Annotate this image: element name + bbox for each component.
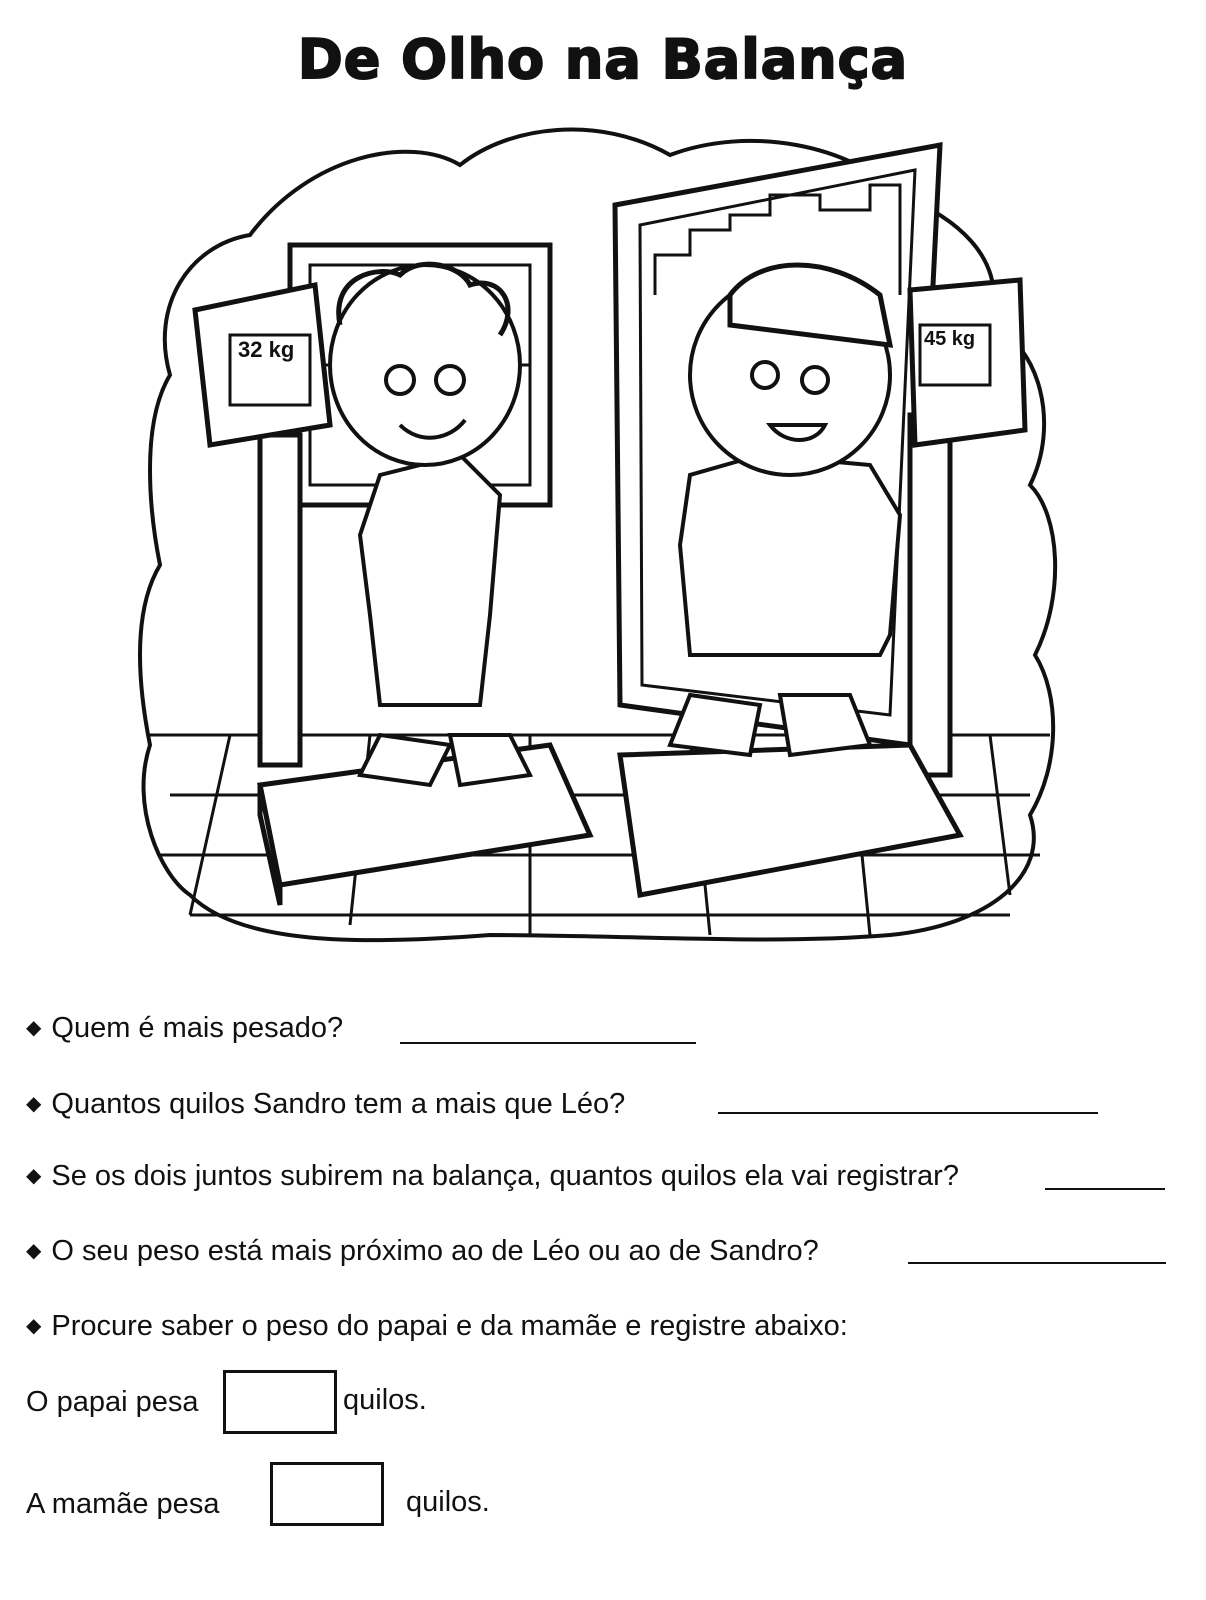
diamond-bullet-icon: ◆ — [26, 1315, 42, 1337]
question-2 — [26, 1088, 625, 1121]
question-4-text: O seu peso está mais próximo ao de Léo ou ao de Sandro? — [51, 1235, 819, 1267]
question-3 — [26, 1160, 959, 1193]
diamond-bullet-icon: ◆ — [26, 1093, 42, 1115]
mamae-suffix: quilos. — [406, 1486, 490, 1518]
question-4 — [26, 1235, 819, 1268]
question-2-text: Quantos quilos Sandro tem a mais que Léo? — [51, 1088, 626, 1120]
left-boy — [330, 264, 530, 785]
right-scale-reading: 45 kg — [924, 328, 976, 350]
answer-line-3[interactable] — [1045, 1188, 1165, 1190]
mamae-weight-box[interactable] — [270, 1462, 384, 1526]
diamond-bullet-icon: ◆ — [26, 1240, 42, 1262]
page-title: De Olho na Balança — [297, 28, 909, 91]
mamae-prefix: A mamãe pesa — [26, 1488, 220, 1520]
diamond-bullet-icon: ◆ — [26, 1017, 42, 1039]
question-1 — [26, 1012, 343, 1045]
answer-line-4[interactable] — [908, 1262, 1166, 1264]
question-3-text: Se os dois juntos subirem na balança, quantos quilos ela vai registrar? — [51, 1160, 959, 1192]
question-1-text: Quem é mais pesado? — [51, 1012, 344, 1044]
left-scale-reading: 32 kg — [238, 337, 295, 362]
answer-line-2[interactable] — [718, 1112, 1098, 1114]
diamond-bullet-icon: ◆ — [26, 1165, 42, 1187]
scales-illustration — [130, 95, 1070, 1015]
papai-suffix: quilos. — [343, 1384, 427, 1416]
question-5 — [26, 1310, 848, 1343]
papai-prefix: O papai pesa — [26, 1386, 199, 1418]
papai-weight-box[interactable] — [223, 1370, 337, 1434]
answer-line-1[interactable] — [400, 1042, 696, 1044]
question-5-text: Procure saber o peso do papai e da mamãe e registre abaixo: — [51, 1310, 848, 1342]
